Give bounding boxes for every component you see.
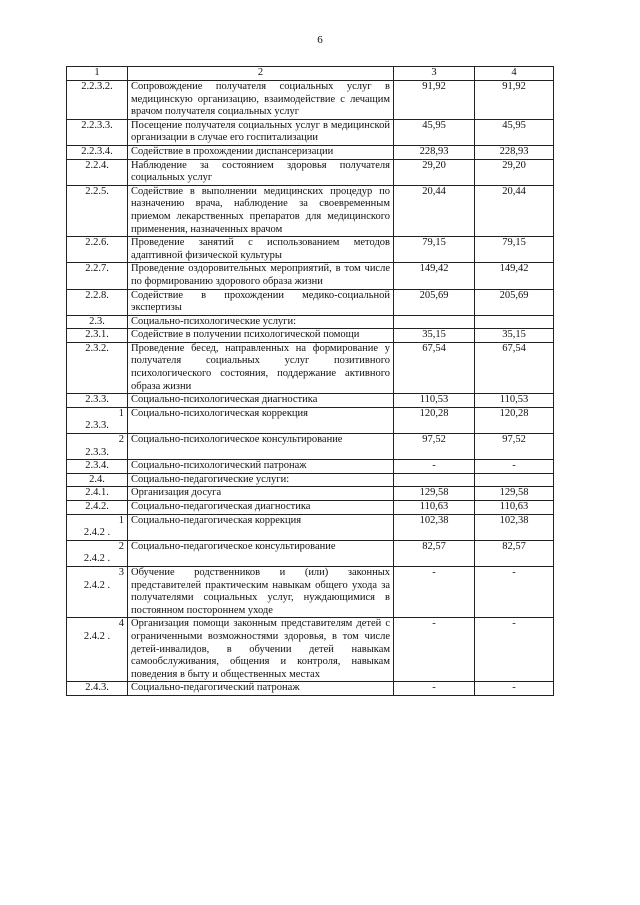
row-number-line: 2.3.3.	[85, 446, 109, 458]
row-number-cell	[67, 540, 128, 566]
table-row	[67, 237, 554, 263]
row-value-col3-cell	[394, 315, 475, 329]
row-value-col3-cell: 67,54	[394, 342, 475, 393]
row-value-col4-cell: 79,15	[475, 237, 554, 263]
row-value-col3-cell	[394, 473, 475, 487]
row-description-cell: Социально-психологический патронаж	[128, 460, 394, 474]
row-number-cell	[67, 514, 128, 540]
row-value-col3-cell: 149,42	[394, 263, 475, 289]
row-description-cell: Содействие в получении психологической помощи	[128, 329, 394, 343]
table-row	[67, 618, 554, 682]
row-number-cell	[67, 566, 128, 617]
row-description-cell: Проведение занятий с использованием методов адаптивной физической культуры	[128, 237, 394, 263]
row-description-cell: Содействие в прохождении медико-социальной экспертизы	[128, 289, 394, 315]
table-row	[67, 81, 554, 120]
row-value-col4-cell: 228,93	[475, 145, 554, 159]
row-number-line: 2.4.2 .	[83, 579, 111, 591]
row-description-cell: Посещение получателя социальных услуг в медицинской организации в случае его госпитализации	[128, 119, 394, 145]
row-description-cell: Организация досуга	[128, 487, 394, 501]
row-value-col3-cell: 79,15	[394, 237, 475, 263]
row-value-col3-cell: 29,20	[394, 159, 475, 185]
table-row	[67, 566, 554, 617]
row-value-col3-cell: 91,92	[394, 81, 475, 120]
row-value-col3-cell: -	[394, 618, 475, 682]
table-row	[67, 501, 554, 515]
row-number-cell: 2.2.4.	[67, 159, 128, 185]
row-number-line: 2.4.2 .	[83, 527, 111, 539]
row-value-col3-cell: 110,63	[394, 501, 475, 515]
row-value-col3-cell: -	[394, 460, 475, 474]
row-value-col3-cell: 102,38	[394, 514, 475, 540]
row-number-cell: 2.4.3.	[67, 682, 128, 696]
row-description-cell: Содействие в прохождении диспансеризации	[128, 145, 394, 159]
header-cell: 1	[67, 67, 128, 81]
row-value-col3-cell: 20,44	[394, 185, 475, 236]
header-cell: 2	[128, 67, 394, 81]
table-row	[67, 119, 554, 145]
row-number-cell: 2.2.3.4.	[67, 145, 128, 159]
table-row	[67, 329, 554, 343]
row-number-cell: 2.3.4.	[67, 460, 128, 474]
table-row	[67, 514, 554, 540]
row-description-cell: Социально-психологические услуги:	[128, 315, 394, 329]
row-number-cell: 2.2.5.	[67, 185, 128, 236]
row-value-col3-cell: -	[394, 566, 475, 617]
row-number-line: 2.4.2 .	[83, 553, 111, 565]
row-description-cell: Организация помощи законным представителям детей с ограниченными возможностями здоровья, в том числе детей-инвалидов, в обучении детей навыкам самообслуживания, общения и контроля, навыкам поведения в быту и общественных местах	[128, 618, 394, 682]
table-row	[67, 460, 554, 474]
row-value-col3-cell: 228,93	[394, 145, 475, 159]
row-value-col4-cell: 110,63	[475, 501, 554, 515]
row-number-cell: 2.4.2.	[67, 501, 128, 515]
row-value-col3-cell: 129,58	[394, 487, 475, 501]
row-description-cell: Проведение оздоровительных мероприятий, в том числе по формированию здорового образа жизни	[128, 263, 394, 289]
row-value-col4-cell: 67,54	[475, 342, 554, 393]
table-row	[67, 540, 554, 566]
table-row	[67, 289, 554, 315]
row-value-col3-cell: 82,57	[394, 540, 475, 566]
row-description-cell: Социально-психологическая коррекция	[128, 407, 394, 433]
row-number-cell	[67, 434, 128, 460]
row-value-col3-cell: -	[394, 682, 475, 696]
table-row	[67, 145, 554, 159]
row-description-cell: Социально-педагогические услуги:	[128, 473, 394, 487]
table-row	[67, 487, 554, 501]
table-row	[67, 263, 554, 289]
row-description-cell: Содействие в выполнении медицинских процедур по назначению врача, наблюдение за своевременным приемом лекарственных препаратов для медицинского применения, назначенных врачом	[128, 185, 394, 236]
row-number-line: 1	[118, 514, 124, 526]
row-value-col4-cell: 20,44	[475, 185, 554, 236]
row-value-col4-cell: 102,38	[475, 514, 554, 540]
table-row	[67, 407, 554, 433]
row-value-col4-cell: -	[475, 618, 554, 682]
row-number-cell	[67, 618, 128, 682]
header-cell: 4	[475, 67, 554, 81]
row-description-cell: Проведение бесед, направленных на формирование у получателя социальных услуг позитивного психологического состояния, поддержание активного образа жизни	[128, 342, 394, 393]
row-number-cell: 2.2.8.	[67, 289, 128, 315]
table-row	[67, 434, 554, 460]
row-number-cell: 2.2.7.	[67, 263, 128, 289]
row-value-col3-cell: 45,95	[394, 119, 475, 145]
row-number-line: 4	[118, 618, 124, 630]
row-number-cell: 2.3.1.	[67, 329, 128, 343]
table-row	[67, 342, 554, 393]
row-value-col4-cell: 120,28	[475, 407, 554, 433]
row-value-col4-cell: 29,20	[475, 159, 554, 185]
row-description-cell: Социально-психологическое консультирование	[128, 434, 394, 460]
table-header-row	[67, 67, 554, 81]
row-value-col3-cell: 110,53	[394, 394, 475, 408]
table-row	[67, 473, 554, 487]
row-number-line: 2	[118, 434, 124, 446]
table-row	[67, 394, 554, 408]
header-cell: 3	[394, 67, 475, 81]
row-value-col3-cell: 120,28	[394, 407, 475, 433]
row-value-col4-cell: -	[475, 682, 554, 696]
services-tariff-table	[66, 66, 554, 696]
row-value-col4-cell: -	[475, 566, 554, 617]
row-number-cell: 2.2.3.2.	[67, 81, 128, 120]
row-value-col4-cell: 45,95	[475, 119, 554, 145]
row-number-cell: 2.2.6.	[67, 237, 128, 263]
row-value-col3-cell: 97,52	[394, 434, 475, 460]
table-row	[67, 159, 554, 185]
row-description-cell: Социально-педагогическая коррекция	[128, 514, 394, 540]
table-row	[67, 682, 554, 696]
row-value-col4-cell	[475, 315, 554, 329]
row-value-col4-cell: 149,42	[475, 263, 554, 289]
row-value-col4-cell: 82,57	[475, 540, 554, 566]
row-number-cell: 2.3.	[67, 315, 128, 329]
row-number-cell	[67, 407, 128, 433]
row-description-cell: Социально-психологическая диагностика	[128, 394, 394, 408]
row-value-col3-cell: 35,15	[394, 329, 475, 343]
row-value-col4-cell: 129,58	[475, 487, 554, 501]
row-value-col4-cell: 35,15	[475, 329, 554, 343]
row-value-col3-cell: 205,69	[394, 289, 475, 315]
row-description-cell: Обучение родственников и (или) законных представителей практическим навыкам общего ухода за получателями социальных услуг, нуждающимися в постоянном постороннем уходе	[128, 566, 394, 617]
row-description-cell: Наблюдение за состоянием здоровья получателя социальных услуг	[128, 159, 394, 185]
row-number-line: 2	[118, 540, 124, 552]
row-number-cell: 2.4.	[67, 473, 128, 487]
row-value-col4-cell	[475, 473, 554, 487]
row-description-cell: Социально-педагогический патронаж	[128, 682, 394, 696]
row-value-col4-cell: -	[475, 460, 554, 474]
row-value-col4-cell: 97,52	[475, 434, 554, 460]
row-number-line: 2.4.2 .	[83, 630, 111, 642]
row-number-cell: 2.3.2.	[67, 342, 128, 393]
page-number: 6	[317, 34, 323, 46]
row-number-line: 1	[118, 407, 124, 419]
row-number-cell: 2.4.1.	[67, 487, 128, 501]
row-description-cell: Социально-педагогическая диагностика	[128, 501, 394, 515]
row-number-cell: 2.2.3.3.	[67, 119, 128, 145]
row-description-cell: Сопровождение получателя социальных услуг в медицинскую организацию, взаимодействие с лечащим врачом получателя социальных услуг	[128, 81, 394, 120]
row-value-col4-cell: 110,53	[475, 394, 554, 408]
row-number-line: 2.3.3.	[85, 420, 109, 432]
row-number-line: 3	[118, 566, 124, 578]
row-number-cell: 2.3.3.	[67, 394, 128, 408]
table-row	[67, 185, 554, 236]
row-description-cell: Социально-педагогическое консультирование	[128, 540, 394, 566]
row-value-col4-cell: 91,92	[475, 81, 554, 120]
row-value-col4-cell: 205,69	[475, 289, 554, 315]
table-row	[67, 315, 554, 329]
